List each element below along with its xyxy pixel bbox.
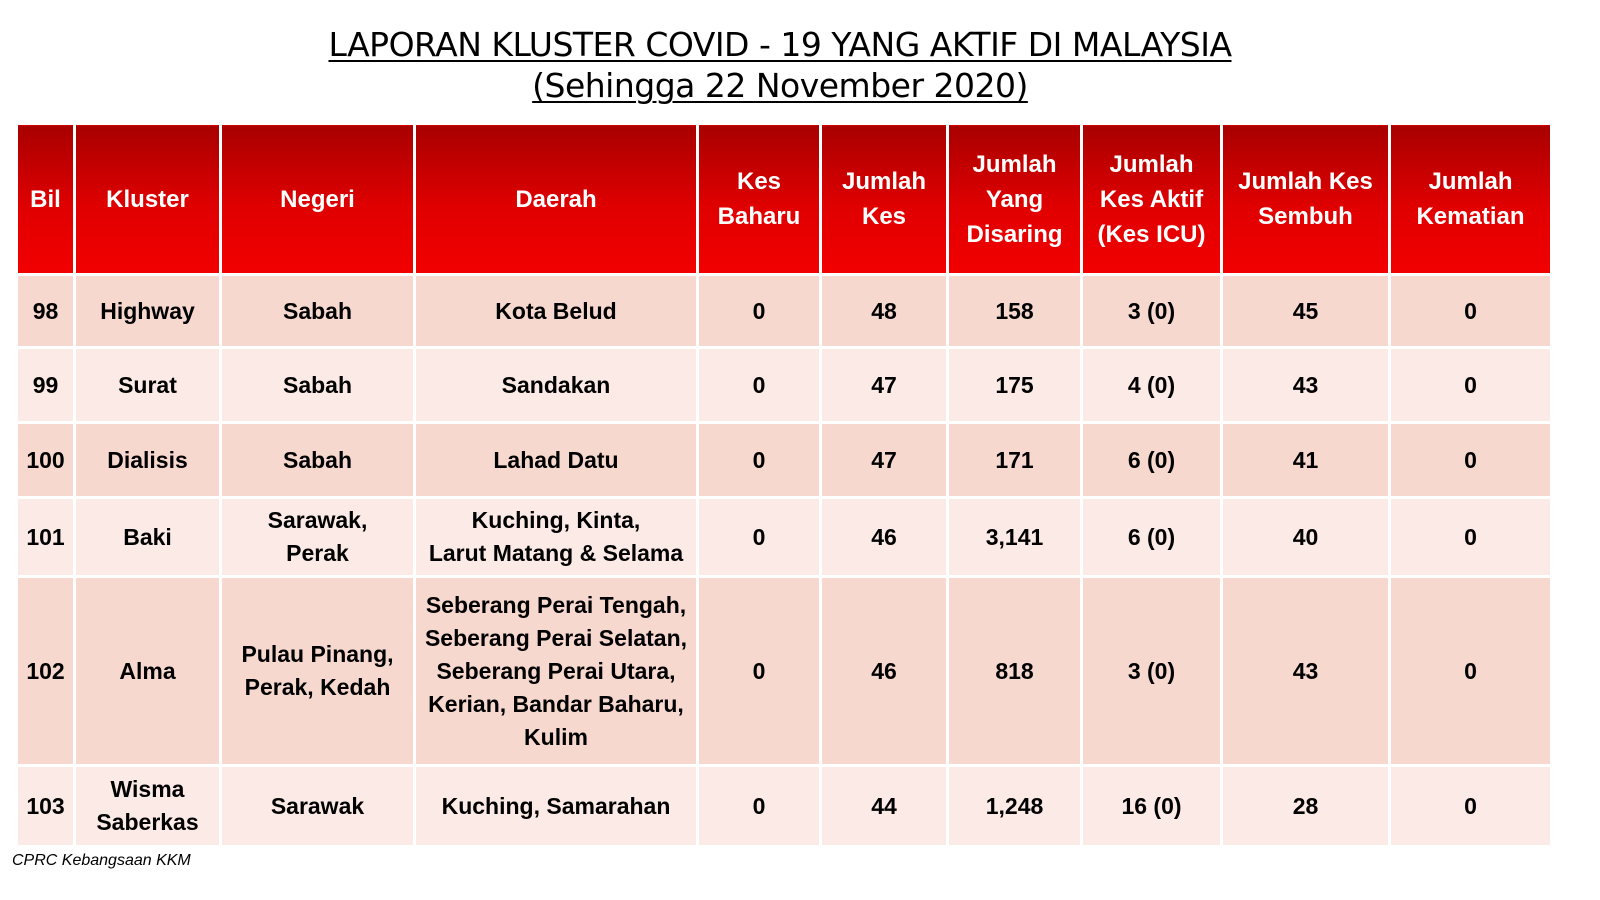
table-row	[17, 498, 1552, 577]
col-header-kes-baharu: Kes Baharu	[698, 124, 821, 275]
col-header-jumlah-kes: Jumlah Kes	[821, 124, 948, 275]
cell-kes-sembuh: 43	[1222, 348, 1390, 423]
cell-kematian: 0	[1390, 423, 1552, 498]
col-header-bil: Bil	[17, 124, 75, 275]
cell-jumlah-kes: 47	[821, 348, 948, 423]
cluster-table	[15, 122, 1553, 848]
cell-negeri: Sarawak, Perak	[221, 498, 415, 577]
cell-bil: 102	[17, 577, 75, 766]
source-note: CPRC Kebangsaan KKM	[12, 852, 191, 869]
cell-kluster: Wisma Saberkas	[75, 766, 221, 847]
cell-kes-aktif: 6 (0)	[1082, 423, 1222, 498]
cell-kematian: 0	[1390, 577, 1552, 766]
cell-kes-sembuh: 28	[1222, 766, 1390, 847]
cell-jumlah-kes: 46	[821, 498, 948, 577]
table-row	[17, 766, 1552, 847]
col-header-kes-sembuh: Jumlah Kes Sembuh	[1222, 124, 1390, 275]
cell-kes-aktif: 3 (0)	[1082, 577, 1222, 766]
cell-kluster: Alma	[75, 577, 221, 766]
table-row	[17, 577, 1552, 766]
cell-kes-sembuh: 41	[1222, 423, 1390, 498]
cell-negeri: Sabah	[221, 275, 415, 348]
cell-kematian: 0	[1390, 348, 1552, 423]
cell-kluster: Surat	[75, 348, 221, 423]
cell-jumlah-kes: 47	[821, 423, 948, 498]
cell-daerah: Kota Belud	[415, 275, 698, 348]
cell-jumlah-disaring: 158	[948, 275, 1082, 348]
cell-kes-baharu: 0	[698, 498, 821, 577]
table-row	[17, 275, 1552, 348]
cell-kluster: Baki	[75, 498, 221, 577]
cell-jumlah-disaring: 1,248	[948, 766, 1082, 847]
cell-jumlah-disaring: 818	[948, 577, 1082, 766]
cell-daerah: Lahad Datu	[415, 423, 698, 498]
table-row	[17, 423, 1552, 498]
cell-negeri: Sarawak	[221, 766, 415, 847]
cell-kes-baharu: 0	[698, 577, 821, 766]
cell-negeri: Sabah	[221, 348, 415, 423]
cell-kes-baharu: 0	[698, 348, 821, 423]
cell-bil: 98	[17, 275, 75, 348]
cell-kes-baharu: 0	[698, 423, 821, 498]
cell-bil: 100	[17, 423, 75, 498]
cell-kluster: Dialisis	[75, 423, 221, 498]
cell-bil: 101	[17, 498, 75, 577]
cell-jumlah-kes: 46	[821, 577, 948, 766]
cell-bil: 103	[17, 766, 75, 847]
col-header-kes-aktif: Jumlah Kes Aktif (Kes ICU)	[1082, 124, 1222, 275]
cell-kematian: 0	[1390, 766, 1552, 847]
cell-jumlah-disaring: 171	[948, 423, 1082, 498]
cell-kematian: 0	[1390, 498, 1552, 577]
table-row	[17, 348, 1552, 423]
cell-daerah: Kuching, Kinta, Larut Matang & Selama	[415, 498, 698, 577]
cell-bil: 99	[17, 348, 75, 423]
cell-kes-sembuh: 40	[1222, 498, 1390, 577]
cell-negeri: Sabah	[221, 423, 415, 498]
cell-kes-aktif: 4 (0)	[1082, 348, 1222, 423]
cell-kematian: 0	[1390, 275, 1552, 348]
report-title-main: LAPORAN KLUSTER COVID - 19 YANG AKTIF DI MALAYSIA	[328, 25, 1232, 64]
cell-kes-aktif: 3 (0)	[1082, 275, 1222, 348]
col-header-kematian: Jumlah Kematian	[1390, 124, 1552, 275]
cell-jumlah-kes: 44	[821, 766, 948, 847]
cell-kes-sembuh: 45	[1222, 275, 1390, 348]
cell-jumlah-kes: 48	[821, 275, 948, 348]
cell-daerah: Seberang Perai Tengah, Seberang Perai Selatan, Seberang Perai Utara, Kerian, Bandar Baharu, Kulim	[415, 577, 698, 766]
col-header-jumlah-disaring: Jumlah Yang Disaring	[948, 124, 1082, 275]
cell-kes-sembuh: 43	[1222, 577, 1390, 766]
cell-kes-baharu: 0	[698, 766, 821, 847]
cell-jumlah-disaring: 175	[948, 348, 1082, 423]
cell-jumlah-disaring: 3,141	[948, 498, 1082, 577]
cell-kes-aktif: 16 (0)	[1082, 766, 1222, 847]
col-header-negeri: Negeri	[221, 124, 415, 275]
report-title-date: (Sehingga 22 November 2020)	[532, 66, 1028, 105]
table-header-row	[17, 124, 1552, 275]
col-header-kluster: Kluster	[75, 124, 221, 275]
cell-kluster: Highway	[75, 275, 221, 348]
cell-kes-baharu: 0	[698, 275, 821, 348]
report-title	[0, 24, 1560, 106]
cell-daerah: Sandakan	[415, 348, 698, 423]
cell-negeri: Pulau Pinang, Perak, Kedah	[221, 577, 415, 766]
cell-daerah: Kuching, Samarahan	[415, 766, 698, 847]
col-header-daerah: Daerah	[415, 124, 698, 275]
cell-kes-aktif: 6 (0)	[1082, 498, 1222, 577]
